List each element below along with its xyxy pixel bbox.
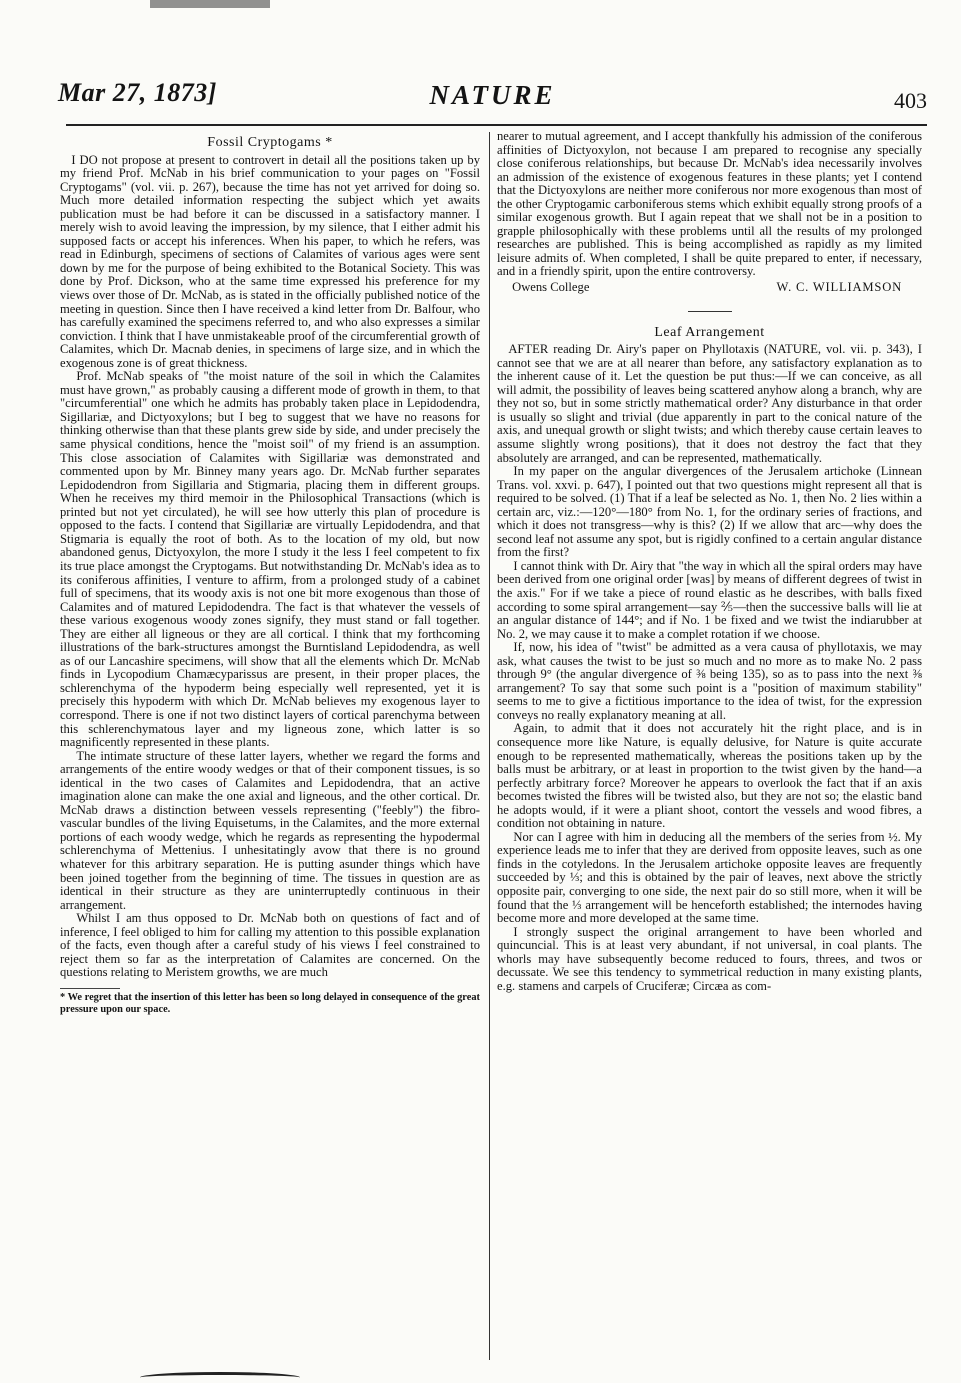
issue-date: Mar 27, 1873] — [58, 78, 217, 107]
article-paragraph: If, now, his idea of "twist" be admitted as a vera causa of phyllotaxis, we may ask, what causes the twist to be just so much and no more as to make No. 2 pass through 9° (the angular divergence of ⅜ being 135), so as to pass into the next ⅜ arrangement? To say that some such point is a "position of maximum stability" seems to me to give a fictitious importance to the idea of twist, for the expression conveys no really explanatory meaning at all. — [497, 640, 922, 722]
footnote: * We regret that the insertion of this letter has been so long delayed in consequence of the great pressure upon our space. — [60, 991, 480, 1015]
journal-title: NATURE — [429, 80, 556, 110]
article-title-leaf-arrangement: Leaf Arrangement — [654, 324, 765, 340]
header-rule — [66, 124, 927, 126]
right-column — [497, 130, 922, 1368]
author-affiliation: Owens College — [512, 280, 590, 295]
article-paragraph-continued: nearer to mutual agreement, and I accept thankfully his admission of the coniferous affinities of Dictyoxylon, not because I am prepared to recognise any specially close coniferous relationships, but because Dr. McNab's idea necessarily involves an admission of the existence of exogenous features in these plants; yet I contend that the Dictyoxylons are neither more coniferous nor more exogenous than most of the other Cryptogamic carboniferous stems which exhibit equally strong proofs of a similar exogenous growth. But I again repeat that we shall not be in a position to grapple philosophically with these problems until all the results of my prolonged researches are published. This is being accomplished as rapidly as my limited leisure admits of. When completed, I shall be quite prepared to enter, if necessary, and in a friendly spirit, upon the entire controversy. — [497, 130, 922, 279]
article-paragraph: The intimate structure of these latter layers, whether we regard the forms and arrangements of the entire woody wedges or that of their component tissues, is so identical in the two cases of Calamites and Lepidodendra, that an active imagination alone can make the one axial and ligneous, and the other cortical. Dr. McNab draws a distinction between vessels representing ("feebly") the fibro-vascular bundles of the living Equisetums, in the Calamites, and the more external portions of each woody wedge, which he regards as representing the hypodermal schlerenchyma of Mettenius. I unhesitatingly avow that there is no ground whatever for this arbitrary separation. He is putting asunder things which have been joined together from the beginning of time. The tissues in question are as identical in their structure as they are uninterruptedly continuous in their arrangement. — [60, 748, 480, 912]
footnote-rule — [60, 988, 120, 989]
page-header — [58, 78, 927, 118]
article-separator — [688, 311, 732, 312]
article-paragraph: In my paper on the angular divergences of the Jerusalem artichoke (Linnean Trans. vol. xxvi. p. 647), I pointed out that two questions might represent all that is required to be solved. (1) That if a leaf be selected as No. 1, then No. 2 lies within a certain arc, viz.:—120°—180° from No. 1, for the ordinary series of fractions, and which it does not transgress—why is this? (2) If we allow that arc—why does the second leaf not assume any spot, but is rigidly confined to a certain angular distance from the first? — [497, 464, 922, 560]
article-paragraph: Nor can I agree with him in deducing all the members of the series from ½. My experience leads me to infer that they are derived from opposite leaves, such as one finds in the cotyledons. In the Jerusalem artichoke opposite leaves are frequently succeeded by ⅓; and this is obtained by the pair of leaves, next above the strictly opposite pair, converging to one side, the next pair do so still more, when it will be found that the ⅓ arrangement will be henceforth established; the internodes having become more and more developed at the same time. — [497, 829, 922, 926]
article-paragraph: I strongly suspect the original arrangement to have been whorled and quincuncial. This is at least very abundant, if not universal, in coal plants. The whorls may have subsequently become reduced to fours, threes, and twos or decussate. We see this tendency to symmetrical reduction in many existing plants, e.g. stamens and carpels of Cruciferæ; Circæa as com- — [497, 924, 922, 993]
scan-smudge-bottom — [140, 1372, 300, 1383]
article-paragraph: I DO not propose at present to controvert in detail all the positions taken up by my friend Prof. McNab in his brief communication to your pages on "Fossil Cryptogams" (vol. vii. p. 267), because the time has not yet arrived for doing so. Much more detailed information respecting the subject which yet awaits publication must be had before it can be discussed in a satisfactory manner. I merely wish to avoid leaving the impression, by my silence, that I either admit his supposed facts or accept his inferences. When his paper, to which he refers, was read in Edinburgh, specimens of sections of Calamites of various ages were sent down by me for the purpose of being exhibited to the Botanical Society. This was done by Prof. Dickson, who at the same time expressed his preference for my views over those of Dr. McNab, as is stated in the officially published notice of the meeting in question. Since then I have received a kind letter from Dr. Balfour, who has carefully examined the specimens referred to, and who also expresses a similar conviction. I think that I have unmistakeable proof of the circumferential growth of Calamites, which Dr. Macnab denies, in specimens of large size, and in which the exogenous zone is of great thickness. — [60, 152, 480, 370]
author-signature: W. C. WILLIAMSON — [776, 280, 902, 295]
page-number: 403 — [894, 88, 927, 113]
article-paragraph: AFTER reading Dr. Airy's paper on Phyllotaxis (NATURE, vol. vii. p. 343), I cannot see that we are at all nearer than before, any satisfactory explanation as to the inherent cause of it. Let the question be put thus:—If we can conceive, as all will admit, the possibility of leaves being scattered anyhow along a branch, why are they not so, but in some strictly mathematical order? Any disturbance in that order is usually so slight and trivial (due apparently in part to the conical nature of the axis, and unequal growth or slight twists; and which thereby cause certain leaves to assume slightly wrong positions), that it does not destroy the fact that they absolutely are arranged, and can be represented, mathematically. — [497, 342, 922, 465]
article-paragraph: Whilst I am thus opposed to Dr. McNab both on questions of fact and of inference, I feel obliged to him for calling my attention to this possible explanation of the facts, even though after a careful study of his views I feel constrained to reject them so far as the interpretation of Calamites are concerned. On the questions relating to Meristem growths, we are much — [60, 911, 480, 980]
article-title-fossil-cryptogams: Fossil Cryptogams * — [207, 135, 333, 150]
article-paragraph: Prof. McNab speaks of "the moist nature of the soil in which the Calamites must have grown," as probably causing a different mode of growth in them, to that "circumferential" one which he admits has probably taken place in Lepidodendra, Sigillariæ, and Dictyoxylons; but I beg to suggest that we have no reasons for thinking otherwise than that these plants grew side by side, and under precisely the same physical conditions, hence the "moist soil" of my friend is an assumption. This close association of Calamites with Sigillariæ was demonstrated and commented upon by Mr. Binney many years ago. Dr. McNab further separates Lepidodendron from Sigillaria and Stigmaria, placing them in different groups. When he receives my third memoir in the Philosophical Transactions (which is printed but not yet circulated), he will see how utterly this plan of procedure is opposed to the facts. I contend that Sigillariæ are virtually Lepidodendra, and that Stigmaria is equally the root of both. As to the location of my old, but now abandoned genus, Dictyoxylon, the more I study it the less I feel competent to fix its true place amongst the Cryptogams. But notwithstanding Dr. McNab's idea as to its coniferous affinities, I venture to affirm, from a prolonged study of a cabinet full of specimens, that its woody axis is not one bit more exogenous than those of Calamites and of matured Lepidodendra. The fact is that whatever the vessels of these various exogenous woody zones signify, they must stand or fall together. They are either all ligneous or they are all cortical. I think that my forthcoming illustrations of the bark-structures amongst the Burntisland Lepidodendra, as well as of our Lancashire specimens, will show that all the elements which Dr. McNab finds in Lycopodium Chamæcyparissus are present, in their proper places, the schlerenchyma of the hypoderm being especially well represented, yet it is precisely this hypoderm with which Dr. McNab believes my exogenous layer to correspond. There is one if not two distinct layers of cortical parenchyma between this schlerenchymatous layer and my ligneous zone, which latter is so magnificently represented in these plants. — [60, 369, 480, 750]
scan-smudge-top — [150, 0, 270, 8]
article-paragraph: Again, to admit that it does not accurately hit the right place, and is in consequence more like Nature, is equally delusive, for Nature is quite accurate enough to be represented mathematically, whereas the positions taken up by the balls must be arbitrary, or at least in proportion to the twist given by the hand—a perfectly arbitrary force? Moreover he appears to overlook the fact that if an axis becomes twisted the fibres will be twisted also, but they are not so; the elastic band he adopts would, if it were a pliant shoot, contort the vessels and wood fibres, a condition not obtaining in nature. — [497, 721, 922, 831]
article-paragraph: I cannot think with Dr. Airy that "the way in which all the spiral orders may have been derived from one original order [was] by means of different degrees of twist in the axis." For if we take a piece of round elastic as he describes, with balls fixed according to some spiral arrangement—say ⅖—then the successive balls will lie at an angular distance of 144°; and if No. 1 be fixed and we twist the indiarubber at No. 2, we may cause it to make a complet rotation if we choose. — [497, 558, 922, 641]
signature-block — [497, 281, 922, 295]
column-divider — [489, 132, 490, 1360]
left-column — [60, 130, 480, 1368]
